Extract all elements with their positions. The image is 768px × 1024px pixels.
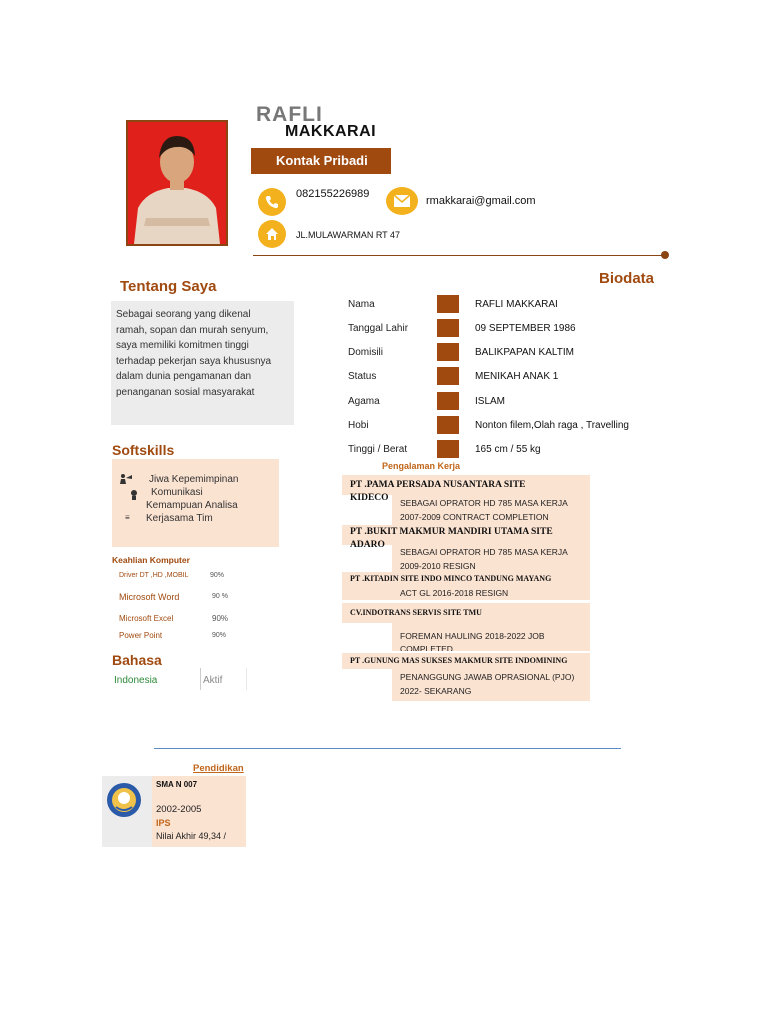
about-line: terhadap pekerjan saya khususnya [116,355,272,367]
header-divider-dot [661,251,669,259]
language-divider-right [246,668,247,690]
profile-photo [126,120,228,246]
job-detail: 2007-2009 CONTRACT COMPLETION [400,512,549,522]
computer-skill-value: 90 % [212,593,228,600]
job-detail: FOREMAN HAULING 2018-2022 JOB [400,631,545,641]
school-years: 2002-2005 [156,804,202,815]
job-detail: COMPLETED [400,644,453,651]
job-detail: 2022- SEKARANG [400,686,472,696]
computer-skill-name: Driver DT ,HD ,MOBIL [119,572,189,579]
computer-skill-value: 90% [210,572,225,579]
language-name: Indonesia [114,675,158,686]
language-level: Aktif [203,675,223,686]
bio-label: Status [348,371,377,382]
about-line: saya memiliki komitmen tinggi [116,340,249,351]
list-icon: ≡ [125,513,130,522]
computer-skill-name: Power Point [119,631,163,640]
job-company-site: KIDECO [350,493,389,503]
bio-label: Domisili [348,347,383,358]
phone-icon [258,188,286,216]
school-score: Nilai Akhir 49,34 / [156,831,227,841]
bio-value: Nonton filem,Olah raga , Travelling [475,420,629,431]
job-company: PT .KITADIN SITE INDO MINCO TANDUNG MAYANG [350,574,552,583]
job-company: CV.INDOTRANS SERVIS SITE TMU [350,608,482,617]
bio-label: Tinggi / Berat [348,444,408,455]
about-line: Sebagai seorang yang dikenal [116,309,251,320]
bio-marker [437,295,459,313]
bio-marker [437,392,459,410]
home-address: JL.MULAWARMAN RT 47 [296,230,401,240]
experience-heading: Pengalaman Kerja [382,461,461,471]
bio-marker [437,367,459,385]
email-icon [386,187,418,215]
bio-label: Agama [348,396,380,407]
about-line: ramah, sopan dan murah senyum, [116,324,269,336]
school-major: IPS [156,818,171,828]
softskill-item: Jiwa Kepemimpinan [149,474,239,485]
language-heading: Bahasa [112,652,162,668]
softskills-heading: Softskills [112,442,175,458]
bio-value: BALIKPAPAN KALTIM [475,347,574,358]
bio-value: 09 SEPTEMBER 1986 [475,323,576,334]
job-company: PT .GUNUNG MAS SUKSES MAKMUR SITE INDOMINING [350,656,568,665]
job-detail: 2009-2010 RESIGN [400,561,476,571]
computer-skill-value: 90% [212,614,229,623]
bio-label: Hobi [348,420,369,431]
phone-number: 082155226989 [296,188,370,200]
home-icon [258,220,286,248]
first-name: RAFLI [256,103,323,126]
about-heading: Tentang Saya [120,278,217,295]
header-divider [253,255,665,256]
computer-skill-value: 90% [212,632,227,639]
bio-marker [437,440,459,458]
job-detail: PENANGGUNG JAWAB OPRASIONAL (PJO) [400,672,575,682]
language-divider [200,668,201,690]
computer-heading: Keahlian Komputer [112,555,190,565]
job-company: PT .PAMA PERSADA NUSANTARA SITE [350,480,526,490]
bio-marker [437,319,459,337]
bio-label: Nama [348,299,375,310]
last-name: MAKKARAI [285,123,377,140]
bio-value: ISLAM [475,396,506,407]
bio-marker [437,416,459,434]
school-name: SMA N 007 [156,780,198,789]
about-line: dalam dunia pengamanan dan [116,371,252,382]
bio-label: Tanggal Lahir [348,323,409,334]
bio-value: MENIKAH ANAK 1 [475,371,559,382]
bio-value: 165 cm / 55 kg [475,444,541,455]
computer-skill-name: Microsoft Word [119,592,180,602]
section-divider [154,748,621,749]
job-company-site: ADARO [350,540,385,550]
job-detail: SEBAGAI OPRATOR HD 785 MASA KERJA [400,498,568,508]
biodata-heading: Biodata [599,270,655,287]
school-logo-icon [106,781,142,824]
contact-heading: Kontak Pribadi [251,148,391,174]
communication-icon [128,488,140,506]
about-text [111,301,294,425]
bio-marker [437,343,459,361]
bio-value: RAFLI MAKKARAI [475,299,558,310]
softskill-item: Komunikasi [151,487,203,498]
job-detail: ACT GL 2016-2018 RESIGN [400,588,509,598]
softskill-item: Kerjasama Tim [146,513,213,524]
job-detail: SEBAGAI OPRATOR HD 785 MASA KERJA [400,547,568,557]
softskill-item: Kemampuan Analisa [146,500,238,511]
email-address: rmakkarai@gmail.com [426,195,536,207]
job-company: PT .BUKIT MAKMUR MANDIRI UTAMA SITE [350,527,553,537]
computer-skill-name: Microsoft Excel [119,614,174,623]
education-heading: Pendidikan [193,763,244,774]
about-line: penanganan sosial masyarakat [116,386,255,398]
